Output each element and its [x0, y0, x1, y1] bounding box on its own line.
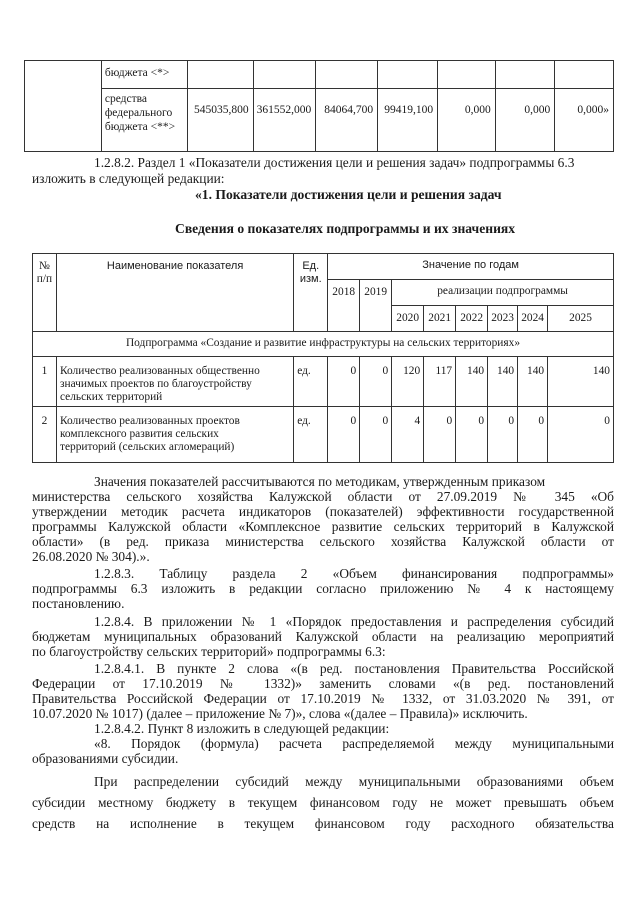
text-line: области» (в ред. приказа министерства сельского хозяйства Калужской области от	[32, 534, 614, 549]
subprogram-row	[33, 332, 614, 357]
table-row	[33, 407, 614, 463]
value-cell: 361552,000	[253, 89, 316, 152]
text-line: бюджетам муниципальных образований Калужской области на реализацию мероприятий	[32, 629, 614, 644]
text-line: утверждении методик расчета индикаторов (показателей) эффективности государственной	[32, 504, 614, 519]
table-row	[25, 89, 614, 152]
value-cell: 4	[392, 407, 424, 463]
value-cell: 120	[392, 357, 424, 407]
text-line: субсидии местному бюджету в текущем финансовом году не может превышать объем	[32, 795, 614, 810]
text-line: подпрограммы 6.3 изложить в редакции согласно приложению № 4 к настоящему	[32, 581, 614, 596]
value-cell: 0	[424, 407, 456, 463]
text-line: 1.2.8.4. В приложении № 1 «Порядок предоставления и распределения субсидий	[94, 614, 614, 629]
text-line: Федерации от 17.10.2019 № 1332)» заменить словами «(в ред. постановлений	[32, 676, 614, 691]
header-year: 2018	[328, 280, 360, 332]
text-line: постановлению.	[32, 596, 125, 611]
value-cell: 140	[488, 357, 518, 407]
text-line: 26.08.2020 № 304).».	[32, 549, 150, 564]
table-caption: Сведения о показателях подпрограммы и их значениях	[175, 221, 516, 236]
text-line: Значения показателей рассчитываются по методикам, утвержденным приказом	[94, 474, 546, 489]
value-cell: 140	[456, 357, 488, 407]
header-year: 2022	[456, 306, 488, 332]
header-indicator-name: Наименование показателя	[56, 254, 293, 332]
funding-table-fragment	[24, 60, 614, 152]
value-cell: 140	[518, 357, 548, 407]
text-line: по благоустройству сельских территорий» подпрограммы 6.3:	[32, 644, 386, 659]
header-year: 2025	[548, 306, 614, 332]
row-number: 1	[33, 357, 57, 407]
unit-cell: ед.	[294, 407, 328, 463]
header-unit: Ед. изм.	[294, 254, 328, 332]
subprogram-title: Подпрограмма «Создание и развитие инфраструктуры на сельских территориях»	[33, 332, 614, 357]
header-year: 2020	[392, 306, 424, 332]
text-line: 10.07.2020 № 1017) (далее – приложение № 7)», слова «(далее – Правила)» исключить.	[32, 706, 528, 721]
header-year: 2019	[360, 280, 392, 332]
value-cell: 545035,800	[187, 89, 253, 152]
table-header-row	[33, 254, 614, 280]
value-cell: 0,000»	[555, 89, 614, 152]
value-cell: 0	[328, 407, 360, 463]
text-line: образованиями субсидии.	[32, 751, 179, 766]
table-row	[25, 61, 614, 89]
row-number: 2	[33, 407, 57, 463]
value-cell: 99419,100	[378, 89, 438, 152]
paragraph-1282-line2: изложить в следующей редакции:	[32, 171, 225, 186]
value-cell: 84064,700	[316, 89, 378, 152]
text-line: 1.2.8.3. Таблицу раздела 2 «Объем финансирования подпрограммы»	[94, 566, 614, 581]
empty-cell	[25, 61, 102, 152]
unit-cell: ед.	[294, 357, 328, 407]
text-line: министерства сельского хозяйства Калужской области от 27.09.2019 № 345 «Об	[32, 489, 614, 504]
header-year: 2023	[488, 306, 518, 332]
table-row	[33, 357, 614, 407]
row-label: средства федерального бюджета <**>	[101, 89, 187, 152]
value-cell: 0	[360, 357, 392, 407]
value-cell: 0,000	[495, 89, 555, 152]
header-values-by-year: Значение по годам	[328, 254, 614, 280]
value-cell: 0	[456, 407, 488, 463]
value-cell: 0	[328, 357, 360, 407]
section-heading: «1. Показатели достижения цели и решения задач	[195, 187, 502, 202]
text-line: программы Калужской области «Комплексное развитие сельских территорий в Калужской	[32, 519, 614, 534]
header-num: № п/п	[33, 254, 57, 332]
header-year: 2024	[518, 306, 548, 332]
header-year: 2021	[424, 306, 456, 332]
text-line: 1.2.8.4.2. Пункт 8 изложить в следующей редакции:	[94, 721, 390, 736]
text-line: «8. Порядок (формула) расчета распределяемой между муниципальными	[94, 736, 614, 751]
text-line: 1.2.8.4.1. В пункте 2 слова «(в ред. постановления Правительства Российской	[94, 661, 614, 676]
indicator-name: Количество реализованных общественно значимых проектов по благоустройству сельских территорий	[56, 357, 293, 407]
indicator-name: Количество реализованных проектов комплексного развития сельских территорий (сельских агломераций)	[56, 407, 293, 463]
header-implementation: реализации подпрограммы	[392, 280, 614, 306]
text-line: средств на исполнение в текущем финансовом году расходного обязательства	[32, 816, 614, 831]
body-text	[32, 474, 614, 834]
value-cell: 140	[548, 357, 614, 407]
paragraph-1282-line1: 1.2.8.2. Раздел 1 «Показатели достижения цели и решения задач» подпрограммы 6.3	[94, 155, 575, 170]
value-cell: 0	[488, 407, 518, 463]
value-cell: 0	[548, 407, 614, 463]
value-cell: 117	[424, 357, 456, 407]
text-line: При распределении субсидий между муниципальными образованиями объем	[94, 774, 614, 789]
indicators-table	[32, 253, 614, 463]
text-line: Правительства Российской Федерации от 17.10.2019 № 1332, от 31.03.2020 № 391, от	[32, 691, 614, 706]
value-cell: 0	[360, 407, 392, 463]
row-label: бюджета <*>	[101, 61, 187, 89]
value-cell: 0	[518, 407, 548, 463]
value-cell: 0,000	[438, 89, 496, 152]
